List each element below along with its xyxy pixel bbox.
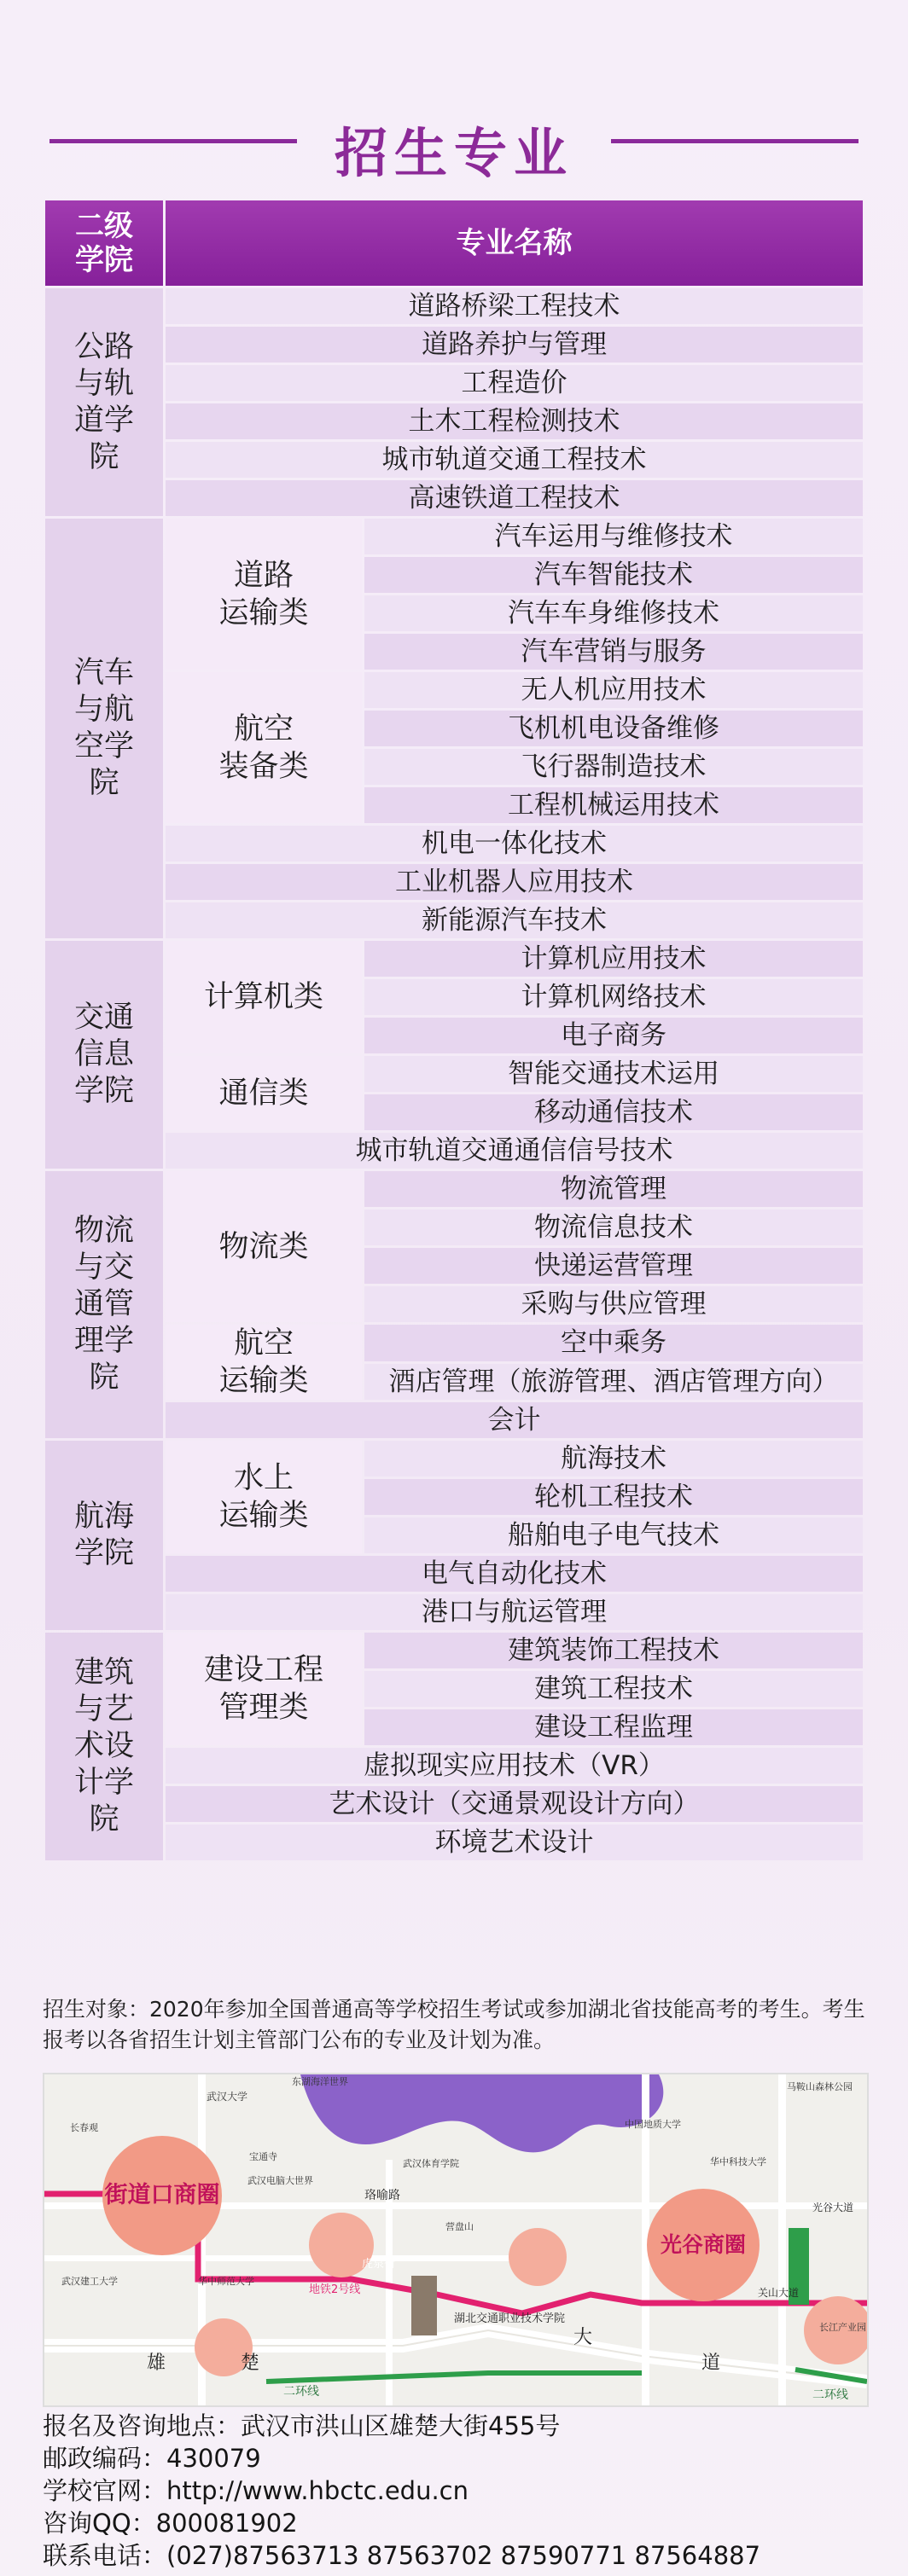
map-label-baotongsi: 宝通寺 [249,2151,277,2162]
table-row [45,826,863,862]
map-label-guanggu-avenue: 光谷大道 [812,2202,854,2213]
map-label-huquan: 虎泉街 [362,2258,396,2271]
contact-address: 报名及咨询地点：武汉市洪山区雄楚大街455号 [43,2411,561,2440]
map-label-ring1: 二环线 [283,2385,319,2399]
major-name: 工业机器人应用技术 [166,864,863,900]
college-name: 物流 与交 通管 理学 院 [45,1171,163,1438]
map-label-yingpanshan: 营盘山 [445,2221,474,2232]
map-label-donghu: 东湖海洋世界 [292,2076,348,2087]
map-label-changchunguan: 长春观 [70,2122,98,2133]
map-label-jiangong: 武汉建工大学 [61,2276,118,2287]
major-name: 移动通信技术 [364,1094,863,1130]
major-name: 工程机械运用技术 [364,787,863,823]
table-row [45,1748,863,1784]
table-row [45,941,863,977]
major-name: 物流管理 [364,1171,863,1207]
major-name: 机电一体化技术 [166,826,863,862]
major-name: 环境艺术设计 [166,1825,863,1860]
major-name: 会计 [166,1402,863,1438]
lake-shape [300,2074,663,2152]
major-name: 电气自动化技术 [166,1556,863,1592]
major-name: 艺术设计（交通景观设计方向） [166,1786,863,1822]
table-row [45,1786,863,1822]
enrollment-note: 招生对象：2020年参加全国普通高等学校招生考试或参加湖北省技能高考的考生。考生报考以各省招生计划主管部门公布的专业及计划为准。 [43,1997,865,2052]
major-name: 物流信息技术 [364,1210,863,1245]
table-row [45,672,863,708]
major-name: 工程造价 [166,365,863,401]
page-title [0,102,908,184]
major-name: 船舶电子电气技术 [364,1517,863,1553]
header-major: 专业名称 [166,200,863,286]
table-row [45,288,863,324]
contact-postcode: 邮政编码：430079 [43,2444,261,2473]
major-name: 采购与供应管理 [364,1286,863,1322]
major-name: 建筑工程技术 [364,1671,863,1707]
location-map[interactable] [43,2073,869,2407]
map-label-mashan: 马鞍山森林公园 [787,2081,853,2092]
major-name: 虚拟现实应用技术（VR） [166,1748,863,1784]
major-name: 新能源汽车技术 [166,902,863,938]
major-name: 汽车营销与服务 [364,634,863,670]
table-row [45,327,863,363]
guanggu-label: 光谷商圈 [660,2232,747,2257]
major-name: 汽车智能技术 [364,557,863,593]
map-label-metro: 地铁2号线 [309,2283,361,2296]
header-college: 二级 学院 [45,200,163,286]
map-label-ccnu: 华中师范大学 [198,2276,254,2287]
ring-road-left [266,2373,642,2382]
category-name: 物流类 [166,1171,362,1322]
map-label-hust: 华中科技大学 [710,2156,766,2167]
table-header [45,200,863,286]
map-label-guanshan: 关山大道 [758,2287,800,2299]
map-label-computer-world: 武汉电脑大世界 [247,2175,313,2186]
major-name: 航海技术 [364,1441,863,1477]
contact-qq: 咨询QQ：800081902 [43,2509,298,2538]
table-row [45,480,863,516]
table-row [45,1325,863,1361]
road-guanshan [778,2074,786,2405]
major-name: 计算机网络技术 [364,979,863,1015]
map-label-da: 大 [573,2327,593,2348]
college-name: 交通 信息 学院 [45,941,163,1169]
major-name: 道路桥梁工程技术 [166,288,863,324]
table-row [45,1133,863,1169]
title-text: 招生专业 [334,122,573,184]
table-row [45,1825,863,1860]
major-name: 城市轨道交通工程技术 [166,442,863,478]
map-label-luoyu: 珞喻路 [364,2189,400,2202]
major-name: 港口与航运管理 [166,1594,863,1630]
major-name: 快递运营管理 [364,1248,863,1284]
map-label-xiong: 雄 [147,2353,166,2374]
table-row [45,1171,863,1207]
table-row [45,1056,863,1092]
table-row [45,1441,863,1477]
majors-body [45,288,863,1860]
table-row [45,365,863,401]
category-name: 道路 运输类 [166,519,362,670]
table-row [45,1402,863,1438]
major-name: 无人机应用技术 [364,672,863,708]
school-building [411,2276,437,2335]
major-name: 高速铁道工程技术 [166,480,863,516]
table-row [45,902,863,938]
major-name: 汽车车身维修技术 [364,595,863,631]
school-label: 湖北交通职业技术学院 [453,2312,566,2325]
jiedaokou-label: 街道口商圈 [104,2182,220,2208]
category-name: 通信类 [166,1056,362,1130]
major-name: 轮机工程技术 [364,1479,863,1515]
major-name: 汽车运用与维修技术 [364,519,863,554]
title-line-right [611,139,859,143]
major-name: 飞机机电设备维修 [364,711,863,746]
category-name: 航空 运输类 [166,1325,362,1400]
table-row [45,442,863,478]
map-label-industry-park: 长江产业园 [819,2322,866,2333]
map-label-dao: 道 [701,2353,721,2374]
table-row [45,864,863,900]
major-name: 道路养护与管理 [166,327,863,363]
college-name: 汽车 与航 空学 院 [45,519,163,938]
map-label-tiyu: 武汉体育学院 [403,2158,459,2169]
map-label-whu: 武汉大学 [207,2091,248,2103]
major-name: 飞行器制造技术 [364,749,863,785]
contact-phone: 联系电话：(027)87563713 87563702 87590771 87564887 [43,2541,761,2570]
mall-circle-2 [509,2228,567,2286]
table-row [45,1633,863,1668]
major-name: 智能交通技术运用 [364,1056,863,1092]
college-name: 航海 学院 [45,1441,163,1630]
map-svg [44,2074,867,2405]
contact-info [43,2410,865,2572]
map-label-cug: 中国地质大学 [625,2119,681,2130]
category-name: 建设工程 管理类 [166,1633,362,1745]
table-row [45,1594,863,1630]
major-name: 建设工程监理 [364,1709,863,1745]
major-name: 土木工程检测技术 [166,403,863,439]
map-label-chu: 楚 [241,2353,260,2374]
major-name: 空中乘务 [364,1325,863,1361]
category-name: 计算机类 [166,941,362,1053]
road-mid [44,2255,556,2261]
category-name: 水上 运输类 [166,1441,362,1553]
major-name: 建筑装饰工程技术 [364,1633,863,1668]
major-name: 酒店管理（旅游管理、酒店管理方向） [364,1364,863,1401]
college-name: 公路 与轨 道学 院 [45,288,163,516]
map-label-ring2: 二环线 [812,2388,848,2402]
table-row [45,519,863,554]
contact-website[interactable]: 学校官网：http://www.hbctc.edu.cn [43,2476,469,2505]
majors-table [43,198,865,1863]
table-row [45,1556,863,1592]
major-name: 城市轨道交通通信信号技术 [166,1133,863,1169]
table-row [45,403,863,439]
college-name: 建筑 与艺 术设 计学 院 [45,1633,163,1860]
category-name: 航空 装备类 [166,672,362,823]
major-name: 电子商务 [364,1018,863,1053]
major-name: 计算机应用技术 [364,941,863,977]
